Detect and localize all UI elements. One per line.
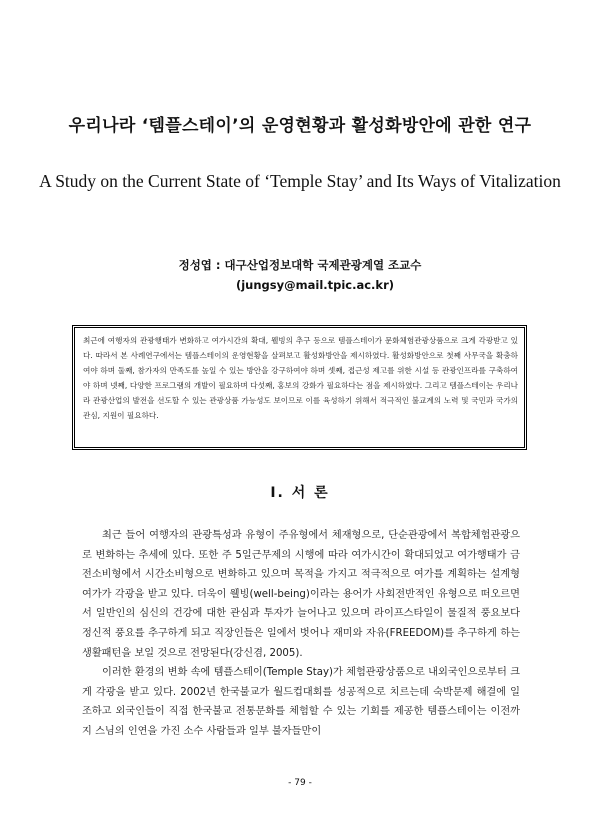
body-paragraph: 최근 들어 여행자의 관광특성과 유형이 주유형에서 체재형으로, 단순관광에서 복합체험관광으로 변화하는 추세에 있다. 또한 주 5일근무제의 시행에 따라 여가시간이 확대되었고 여가행태가 금전소비형에서 시간소비형으로 변화하고 있으며 목적을 가지고 적극적으로 여가를 계획하는 설계형 여가가 각광을 받고 있다. 더욱이 웰빙(well-being)이라는 용어가 사회전반적인 유형으로 떠오르면서 일반인의 심신의 건강에 대한 관심과 투자가 늘어나고 있으며 라이프스타일이 물질적 풍요보다 정신적 풍요를 추구하게 되고 직장인들은 일에서 벗어나 재미와 자유(FREEDOM)를 추구하게 하는 생활패턴을 보일 것으로 전망된다(강신겸, 2005). (82, 530, 520, 659)
author-affiliation: 정성엽 : 대구산업정보대학 국제관광계열 조교수 (178, 258, 422, 272)
author-email: (jungsy@mail.tpic.ac.kr) (235, 278, 395, 292)
author-block (0, 255, 600, 295)
page-number: - 79 - (288, 778, 312, 788)
paper-title-english: A Study on the Current State of ‘Temple Stay’ and Its Ways of Vitalization (39, 171, 561, 191)
body-paragraph: 이러한 환경의 변화 속에 템플스테이(Temple Stay)가 체험관광상품으로 내외국인으로부터 크게 각광을 받고 있다. 2002년 한국불교가 월드컵대회를 성공적으로 치르는데 숙박문제 해결에 일조하고 외국인들이 직접 한국불교 전통문화를 체험할 수 있는 기회를 제공한 템플스테이는 이전까지 스님의 인연을 가진 소수 사람들과 일부 불자들만이 (82, 667, 520, 737)
body-text (82, 526, 520, 742)
abstract-text: 최근에 여행자의 관광행태가 변화하고 여가시간의 확대, 웰빙의 추구 등으로 템플스테이가 문화체험관광상품으로 크게 각광받고 있다. 따라서 본 사례연구에서는 템플스테이의 운영현황을 살펴보고 활성화방안을 제시하였다. 활성화방안으로 첫째 사무국을 확충하여야 하며 둘째, 참가자의 만족도를 높일 수 있는 방안을 강구하여야 하며 셋째, 접근성 제고를 위한 시설 등 관광인프라를 구축하여야 하며 넷째, 다양한 프로그램의 개발이 필요하며 다섯째, 홍보의 강화가 필요하다는 점을 제시하였다. 그리고 템플스테이는 우리나라 관광산업의 발전을 선도할 수 있는 관광상품 가능성도 보이므로 이를 육성하기 위해서 적극적인 불교계의 노력 및 국민과 국가의 관심, 지원이 필요하다. (83, 336, 518, 420)
abstract-box (72, 325, 527, 450)
section-heading-introduction: Ⅰ. 서 론 (270, 485, 330, 501)
paper-title-korean: 우리나라 ‘템플스테이’의 운영현황과 활성화방안에 관한 연구 (68, 116, 532, 136)
